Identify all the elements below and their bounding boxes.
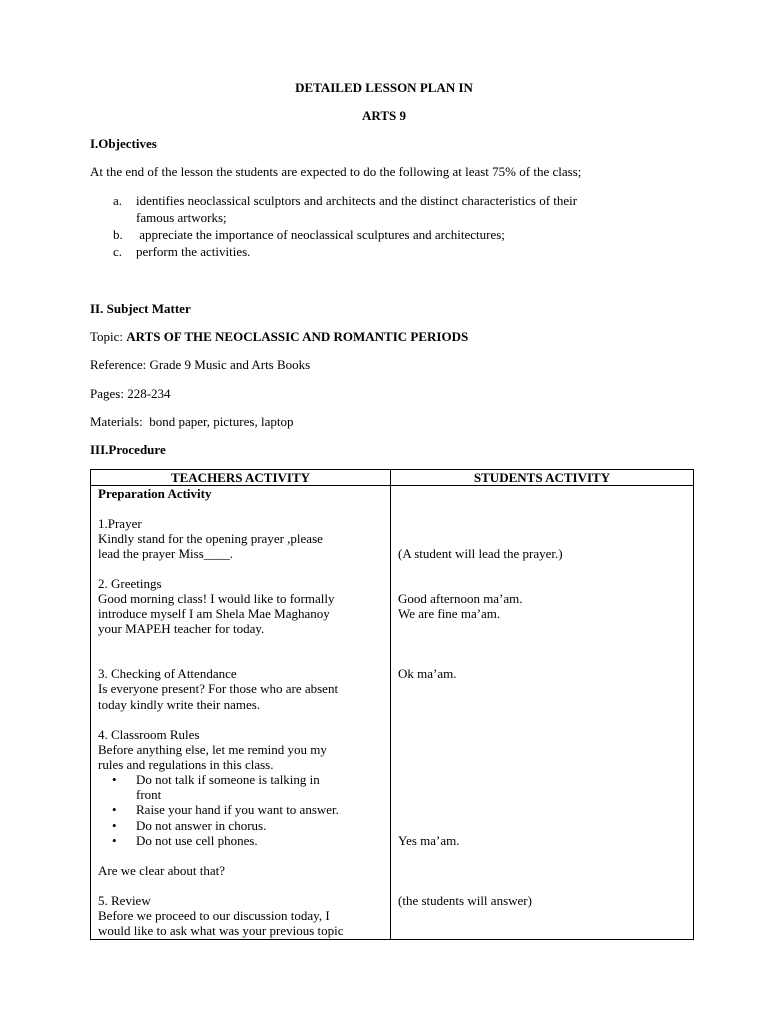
rules-text-cont: rules and regulations in this class. — [98, 757, 274, 772]
list-item-text-cont: famous artworks; — [136, 210, 227, 225]
review-text: Before we proceed to our discussion today, I — [98, 908, 330, 923]
clear-question: Are we clear about that? — [98, 863, 226, 878]
topic-value: ARTS OF THE NEOCLASSIC AND ROMANTIC PERIODS — [126, 329, 469, 344]
bullet-icon: • — [112, 833, 117, 848]
materials-line: Materials: bond paper, pictures, laptop — [90, 414, 294, 429]
reference-line: Reference: Grade 9 Music and Arts Books — [90, 357, 311, 372]
list-item-text: perform the activities. — [136, 244, 251, 259]
preparation-heading: Preparation Activity — [98, 486, 212, 501]
rules-title: 4. Classroom Rules — [98, 727, 200, 742]
bullet-icon: • — [112, 772, 117, 787]
bullet-icon: • — [112, 818, 117, 833]
subject-matter-heading: II. Subject Matter — [90, 301, 191, 316]
document-subtitle: ARTS 9 — [362, 108, 406, 123]
prayer-text: Kindly stand for the opening prayer ,please — [98, 531, 323, 546]
list-item-text: identifies neoclassical sculptors and architects and the distinct characteristics of their — [136, 193, 578, 208]
greetings-text-cont: introduce myself I am Shela Mae Maghanoy — [98, 606, 330, 621]
greetings-text: Good morning class! I would like to formally — [98, 591, 335, 606]
procedure-table — [90, 469, 694, 940]
topic-line — [90, 329, 468, 344]
table-row — [91, 486, 694, 940]
rule-item-cont: front — [136, 787, 162, 802]
student-greeting-response: Good afternoon ma’am. — [398, 591, 523, 606]
review-text-cont: would like to ask what was your previous topic — [98, 923, 344, 938]
attendance-text: Is everyone present? For those who are absent — [98, 681, 339, 696]
greetings-text-cont: your MAPEH teacher for today. — [98, 621, 265, 636]
review-title: 5. Review — [98, 893, 151, 908]
topic-label: Topic: — [90, 329, 127, 344]
student-review-response: (the students will answer) — [398, 893, 532, 908]
table-header-row — [91, 470, 694, 486]
greetings-title: 2. Greetings — [98, 576, 162, 591]
objectives-heading: I.Objectives — [90, 136, 157, 151]
teachers-activity-cell — [91, 486, 391, 940]
rules-text: Before anything else, let me remind you my — [98, 742, 327, 757]
rule-item: Do not talk if someone is talking in — [136, 772, 320, 787]
rule-item: Do not answer in chorus. — [136, 818, 267, 833]
rule-item: Do not use cell phones. — [136, 833, 258, 848]
list-marker: b. — [113, 227, 123, 242]
students-activity-cell — [391, 486, 694, 940]
rule-item: Raise your hand if you want to answer. — [136, 802, 339, 817]
bullet-icon: • — [112, 802, 117, 817]
student-rules-response: Yes ma’am. — [398, 833, 460, 848]
prayer-text-cont: lead the prayer Miss____. — [98, 546, 234, 561]
attendance-text-cont: today kindly write their names. — [98, 697, 261, 712]
column-header-teachers: TEACHERS ACTIVITY — [91, 470, 391, 486]
prayer-title: 1.Prayer — [98, 516, 142, 531]
list-marker: a. — [113, 193, 123, 208]
student-prayer-response: (A student will lead the prayer.) — [398, 546, 563, 561]
procedure-heading: III.Procedure — [90, 442, 166, 457]
student-greeting-response-cont: We are fine ma’am. — [398, 606, 501, 621]
list-marker: c. — [113, 244, 123, 259]
attendance-title: 3. Checking of Attendance — [98, 666, 237, 681]
student-attendance-response: Ok ma’am. — [398, 666, 457, 681]
column-header-students: STUDENTS ACTIVITY — [391, 470, 694, 486]
objectives-intro: At the end of the lesson the students are expected to do the following at least 75% of the class; — [90, 164, 582, 179]
list-item-text: appreciate the importance of neoclassical sculptures and architectures; — [136, 227, 505, 242]
document-title: DETAILED LESSON PLAN IN — [295, 80, 473, 95]
pages-line: Pages: 228-234 — [90, 386, 171, 401]
